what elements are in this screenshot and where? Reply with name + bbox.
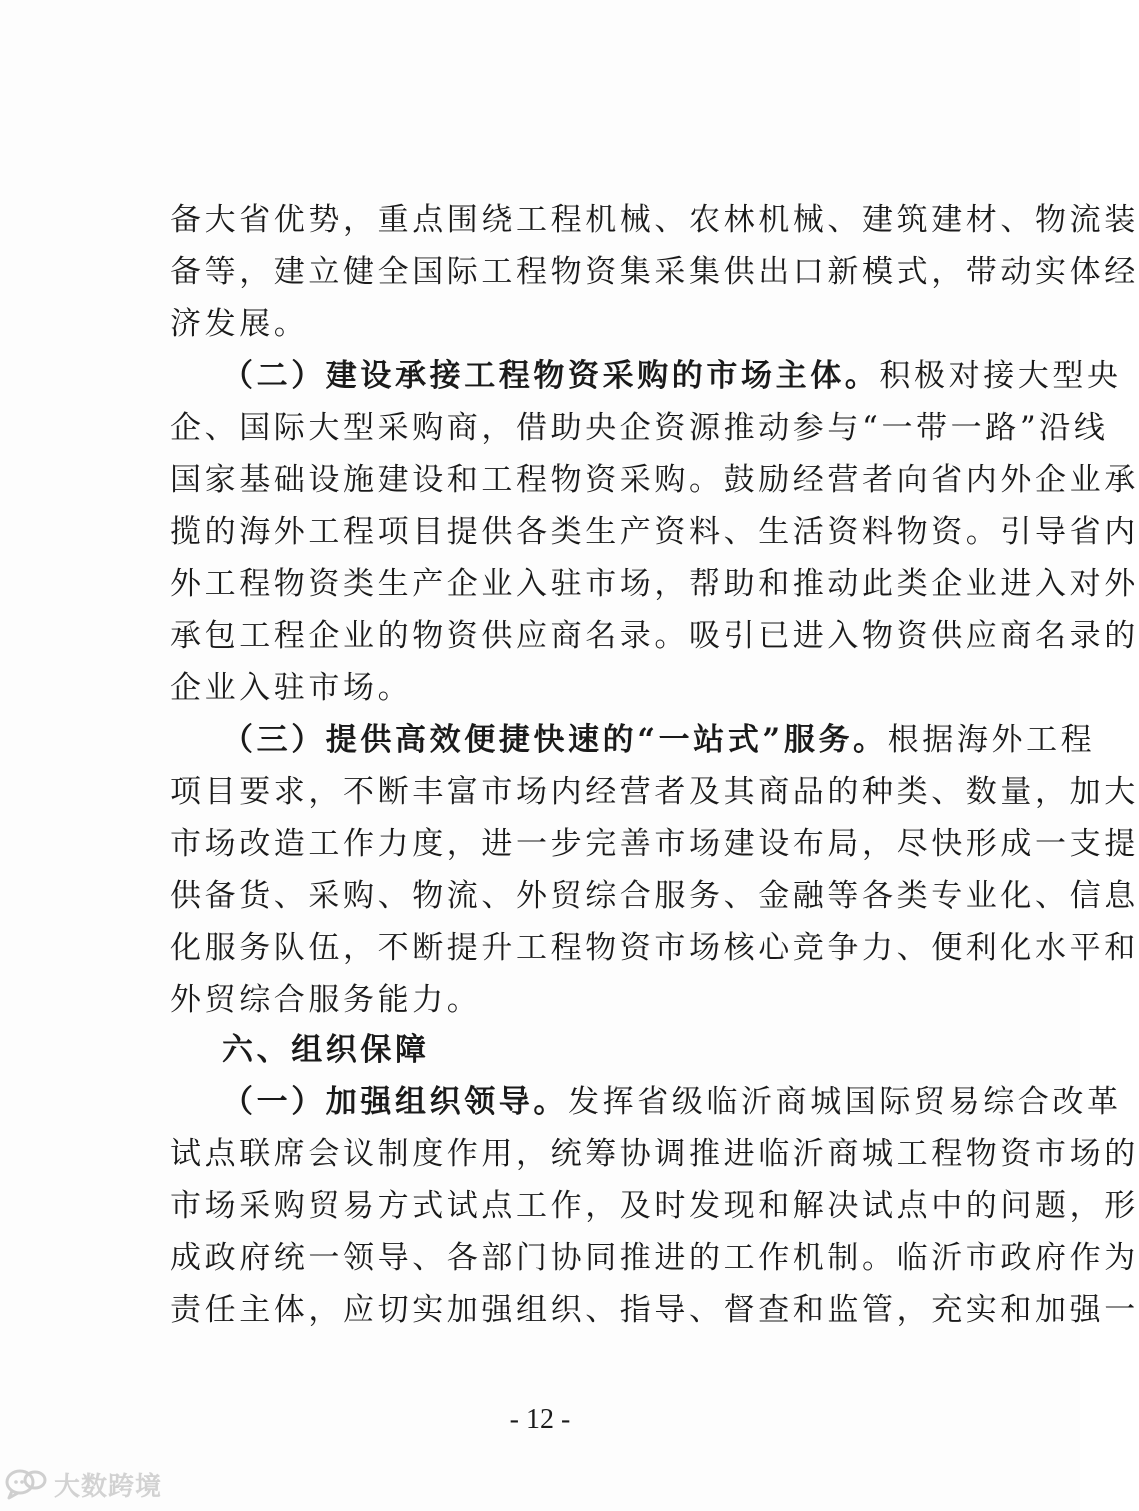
paragraph-line: 供备货、采购、物流、外贸综合服务、金融等各类专业化、信息 bbox=[170, 878, 1139, 914]
section-heading: （一）加强组织领导。 bbox=[222, 1084, 568, 1120]
paragraph-line: 市场采购贸易方式试点工作，及时发现和解决试点中的问题，形 bbox=[170, 1188, 1139, 1224]
section-heading: （三）提供高效便捷快速的“一站式”服务。 bbox=[222, 722, 888, 758]
paragraph-line: 企、国际大型采购商，借助央企资源推动参与“一带一路”沿线 bbox=[170, 410, 1109, 446]
chat-bubble-logo-icon bbox=[4, 1467, 48, 1501]
watermark-text: 大数跨境 bbox=[54, 1471, 163, 1502]
paragraph-line: 外工程物资类生产企业入驻市场，帮助和推动此类企业进入对外 bbox=[170, 566, 1139, 602]
paragraph-line: 项目要求，不断丰富市场内经营者及其商品的种类、数量，加大 bbox=[170, 774, 1139, 810]
section-text: 积极对接大型央 bbox=[879, 358, 1122, 394]
section-text: 根据海外工程 bbox=[887, 722, 1096, 758]
paragraph-line: 企业入驻市场。 bbox=[170, 670, 413, 706]
section-first-line bbox=[222, 714, 1096, 766]
page-number: - 12 - bbox=[509, 1404, 571, 1435]
section-text: 发挥省级临沂商城国际贸易综合改革 bbox=[568, 1084, 1122, 1120]
paragraph-line: 试点联席会议制度作用，统筹协调推进临沂商城工程物资市场的 bbox=[170, 1136, 1139, 1172]
paragraph-line: 备等，建立健全国际工程物资集采集供出口新模式，带动实体经 bbox=[170, 254, 1139, 290]
paragraph-line: 揽的海外工程项目提供各类生产资料、生活资料物资。引导省内 bbox=[170, 514, 1139, 550]
paragraph-line: 成政府统一领导、各部门协同推进的工作机制。临沂市政府作为 bbox=[170, 1240, 1139, 1276]
paragraph-line: 外贸综合服务能力。 bbox=[170, 982, 482, 1018]
paragraph-line: 责任主体，应切实加强组织、指导、督查和监管，充实和加强一 bbox=[170, 1292, 1139, 1328]
paragraph-line: 国家基础设施建设和工程物资采购。鼓励经营者向省内外企业承 bbox=[170, 462, 1139, 498]
paragraph-line: 化服务队伍，不断提升工程物资市场核心竞争力、便利化水平和 bbox=[170, 930, 1139, 966]
section-first-line bbox=[222, 1076, 1122, 1128]
paragraph-line: 备大省优势，重点围绕工程机械、农林机械、建筑建材、物流装 bbox=[170, 202, 1139, 238]
paragraph-line: 市场改造工作力度，进一步完善市场建设布局，尽快形成一支提 bbox=[170, 826, 1139, 862]
chapter-heading: 六、组织保障 bbox=[222, 1032, 430, 1068]
watermark bbox=[4, 1464, 162, 1504]
section-heading: （二）建设承接工程物资采购的市场主体。 bbox=[222, 358, 880, 394]
paragraph-line: 济发展。 bbox=[170, 306, 309, 342]
section-first-line bbox=[222, 350, 1122, 402]
paragraph-line: 承包工程企业的物资供应商名录。吸引已进入物资供应商名录的 bbox=[170, 618, 1139, 654]
